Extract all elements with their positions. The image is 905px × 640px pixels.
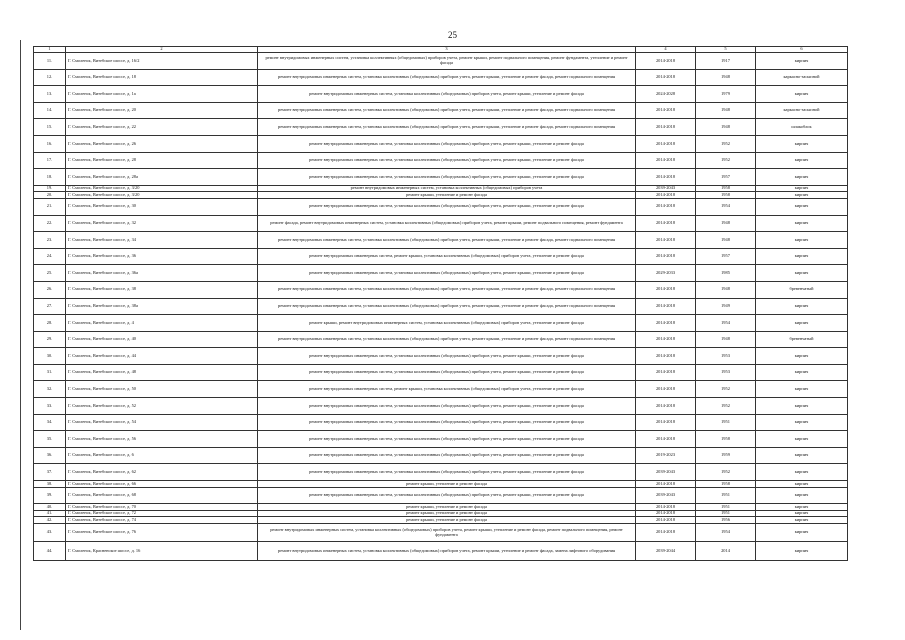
table-row [34,447,848,464]
wall-material-cell: кирпич [756,487,848,504]
address-cell: Г. Смоленск, Витебское шоссе, д. 26 [66,135,258,152]
period-cell: 2014-2018 [636,431,696,448]
period-cell: 2014-2018 [636,248,696,265]
table-row [34,86,848,103]
build-year-cell: 1954 [696,524,756,542]
row-number: 38. [34,481,66,488]
works-cell: ремонт внутридомовых инженерных систем, установка коллективных (общедомовых) приборов учета, ремонт крыши, утепление и ремонт фасада [258,265,636,282]
works-cell: ремонт внутридомовых инженерных систем, установка коллективных (общедомовых) приборов учета, ремонт крыши, ремонт подвального помещения, ремонт фундамента, утепление и ремонт фасада [258,53,636,70]
row-number: 32. [34,381,66,398]
period-cell: 2014-2018 [636,398,696,415]
table-row [34,481,848,488]
build-year-cell: 1958 [696,481,756,488]
period-cell: 2014-2018 [636,517,696,524]
table-row [34,135,848,152]
works-cell: ремонт внутридомовых инженерных систем, установка коллективных (общедомовых) приборов учета, ремонт крыши, утепление и ремонт фасада, ремонт подвального помещения [258,281,636,298]
wall-material-cell: кирпич [756,232,848,249]
table-row [34,348,848,365]
table-row [34,431,848,448]
works-cell: ремонт крыши, утепление и ремонт фасада [258,517,636,524]
period-cell: 2014-2018 [636,215,696,232]
works-cell: ремонт внутридомовых инженерных систем, установка коллективных (общедомовых) приборов учета, ремонт крыши, утепление и ремонт фасада [258,152,636,169]
build-year-cell: 1951 [696,504,756,511]
works-cell: ремонт внутридомовых инженерных систем, ремонт крыши, установка коллективных (общедомовых) приборов учета, утепление и ремонт фасада [258,381,636,398]
row-number: 16. [34,135,66,152]
build-year-cell: 1958 [696,192,756,199]
address-cell: Г. Смоленск, Витебское шоссе, д. 28 [66,152,258,169]
address-cell: Г. Смоленск, Витебское шоссе, д. 62 [66,464,258,481]
period-cell: 2014-2018 [636,381,696,398]
build-year-cell: 1954 [696,315,756,332]
build-year-cell: 1953 [696,364,756,381]
row-number: 24. [34,248,66,265]
build-year-cell: 1951 [696,414,756,431]
address-cell: Г. Смоленск, Витебское шоссе, д. 76 [66,524,258,542]
table-row [34,414,848,431]
wall-material-cell: кирпич [756,248,848,265]
works-cell: ремонт внутридомовых инженерных систем, установка коллективных (общедомовых) приборов учета, ремонт крыши, утепление и ремонт фасада, ремонт подвального помещения [258,331,636,348]
address-cell: Г. Смоленск, Витебское шоссе, д. 72 [66,510,258,517]
table-row [34,152,848,169]
table-row [34,464,848,481]
table-row [34,215,848,232]
address-cell: Г. Смоленск, Витебское шоссе, д. 52 [66,398,258,415]
address-cell: Г. Смоленск, Витебское шоссе, д. 28а [66,169,258,186]
row-number: 12. [34,69,66,86]
works-cell: ремонт внутридомовых инженерных систем, установка коллективных (общедомовых) приборов учета, ремонт крыши, утепление и ремонт фасада, ремонт подвального помещения [258,298,636,315]
address-cell: Г. Смоленск, Витебское шоссе, д. 30 [66,198,258,215]
wall-material-cell: кирпич [756,135,848,152]
period-cell: 2014-2018 [636,504,696,511]
build-year-cell: 2014 [696,542,756,560]
address-cell: Г. Смоленск, Витебское шоссе, д. 6 [66,447,258,464]
build-year-cell: 1948 [696,119,756,136]
wall-material-cell: кирпич [756,86,848,103]
build-year-cell: 1948 [696,69,756,86]
build-year-cell: 1948 [696,215,756,232]
build-year-cell: 1957 [696,169,756,186]
column-header: 2 [66,47,258,53]
address-cell: Г. Смоленск, Витебское шоссе, д. 22 [66,119,258,136]
table-body [34,53,848,561]
row-number: 36. [34,447,66,464]
period-cell: 2029-2033 [636,265,696,282]
build-year-cell: 1979 [696,86,756,103]
address-cell: Г. Смоленск, Витебское шоссе, д. 4 [66,315,258,332]
works-cell: ремонт крыши, утепление и ремонт фасада [258,510,636,517]
period-cell: 2014-2018 [636,510,696,517]
table-row [34,119,848,136]
build-year-cell: 1952 [696,135,756,152]
build-year-cell: 1948 [696,331,756,348]
period-cell: 2014-2018 [636,364,696,381]
address-cell: Г. Смоленск, Витебское шоссе, д. 38 [66,281,258,298]
wall-material-cell: каркасно-засыпной [756,102,848,119]
works-cell: ремонт внутридомовых инженерных систем, установка коллективных (общедомовых) приборов учета, ремонт крыши, утепление и ремонт фасада [258,135,636,152]
build-year-cell: 1952 [696,152,756,169]
wall-material-cell: кирпич [756,381,848,398]
row-number: 27. [34,298,66,315]
row-number: 19. [34,185,66,192]
address-cell: Г. Смоленск, Витебское шоссе, д. 50 [66,381,258,398]
wall-material-cell: кирпич [756,215,848,232]
build-year-cell: 1958 [696,431,756,448]
period-cell: 2039-2044 [636,542,696,560]
address-cell: Г. Смоленск, Витебское шоссе, д. 18 [66,69,258,86]
works-cell: ремонт фасада, ремонт внутридомовых инженерных систем, установка коллективных (общедомовых) приборов учета, ремонт крыши, ремонт подвального помещения, ремонт фундамента [258,215,636,232]
table-row [34,524,848,542]
table-row [34,364,848,381]
works-cell: ремонт внутридомовых инженерных систем, установка коллективных (общедомовых) приборов учета, ремонт крыши, утепление и ремонт фасада [258,364,636,381]
table-row [34,510,848,517]
wall-material-cell: бревенчатый [756,281,848,298]
period-cell: 2014-2018 [636,315,696,332]
table-row [34,504,848,511]
repair-schedule-table [33,46,848,561]
wall-material-cell: кирпич [756,315,848,332]
build-year-cell: 1948 [696,281,756,298]
table-row [34,542,848,560]
period-cell: 2014-2018 [636,481,696,488]
page-number: 25 [448,30,457,40]
wall-material-cell: каркасно-засыпной [756,69,848,86]
address-cell: Г. Смоленск, Витебское шоссе, д. 3/20 [66,185,258,192]
works-cell: ремонт внутридомовых инженерных систем, установка коллективных (общедомовых) приборов учета, ремонт крыши, утепление и ремонт фасада, ремонт подвального помещения [258,69,636,86]
build-year-cell: 1948 [696,102,756,119]
row-number: 23. [34,232,66,249]
table-row [34,102,848,119]
period-cell: 2014-2018 [636,298,696,315]
wall-material-cell: кирпич [756,169,848,186]
period-cell: 2014-2018 [636,414,696,431]
period-cell: 2019-2023 [636,447,696,464]
period-cell: 2014-2018 [636,152,696,169]
wall-material-cell: кирпич [756,517,848,524]
address-cell: Г. Смоленск, Витебское шоссе, д. 68 [66,487,258,504]
works-cell: ремонт внутридомовых инженерных систем, установка коллективных (общедомовых) приборов учета, ремонт крыши, утепление и ремонт фасада [258,398,636,415]
period-cell: 2014-2018 [636,331,696,348]
works-cell: ремонт крыши, утепление и ремонт фасада [258,481,636,488]
build-year-cell: 1953 [696,348,756,365]
column-header: 4 [636,47,696,53]
works-cell: ремонт крыши, утепление и ремонт фасада [258,192,636,199]
column-header: 5 [696,47,756,53]
row-number: 22. [34,215,66,232]
address-cell: Г. Смоленск, Витебское шоссе, д. 3/20 [66,192,258,199]
address-cell: Г. Смоленск, Витебское шоссе, д. 36 [66,248,258,265]
address-cell: Г. Смоленск, Витебское шоссе, д. 56 [66,431,258,448]
row-number: 42. [34,517,66,524]
build-year-cell: 1951 [696,487,756,504]
period-cell: 2039-2043 [636,487,696,504]
build-year-cell: 1985 [696,265,756,282]
works-cell: ремонт внутридомовых инженерных систем, установка коллективных (общедомовых) приборов учета, ремонт крыши, утепление и ремонт фасада, ремонт подвального помещения, ремонт фундамента [258,524,636,542]
works-cell: ремонт внутридомовых инженерных систем, ремонт крыши, установка коллективных (общедомовых) приборов учета, утепление и ремонт фасада [258,248,636,265]
wall-material-cell: кирпич [756,447,848,464]
period-cell: 2014-2018 [636,169,696,186]
wall-material-cell: кирпич [756,414,848,431]
table-row [34,185,848,192]
table-row [34,53,848,70]
row-number: 31. [34,364,66,381]
column-header: 6 [756,47,848,53]
build-year-cell: 1949 [696,298,756,315]
address-cell: Г. Смоленск, Витебское шоссе, д. 32 [66,215,258,232]
row-number: 30. [34,348,66,365]
table-row [34,192,848,199]
table-row [34,487,848,504]
period-cell: 2014-2018 [636,524,696,542]
address-cell: Г. Смоленск, Витебское шоссе, д. 48 [66,364,258,381]
address-cell: Г. Смоленск, Витебское шоссе, д. 40 [66,331,258,348]
table-row [34,381,848,398]
period-cell: 2014-2018 [636,281,696,298]
row-number: 41. [34,510,66,517]
period-cell: 2014-2018 [636,119,696,136]
table-row [34,169,848,186]
row-number: 25. [34,265,66,282]
period-cell: 2014-2018 [636,232,696,249]
works-cell: ремонт внутридомовых инженерных систем, установка коллективных (общедомовых) приборов учета [258,185,636,192]
period-cell: 2014-2018 [636,198,696,215]
wall-material-cell: кирпич [756,398,848,415]
row-number: 44. [34,542,66,560]
works-cell: ремонт внутридомовых инженерных систем, установка коллективных (общедомовых) приборов учета, ремонт крыши, утепление и ремонт фасада [258,447,636,464]
build-year-cell: 1951 [696,510,756,517]
table-row [34,398,848,415]
row-number: 37. [34,464,66,481]
wall-material-cell: бревенчатый [756,331,848,348]
wall-material-cell: кирпич [756,198,848,215]
table-row [34,198,848,215]
wall-material-cell: кирпич [756,481,848,488]
period-cell: 2014-2018 [636,102,696,119]
column-header: 3 [258,47,636,53]
period-cell: 2014-2018 [636,69,696,86]
table-row [34,69,848,86]
build-year-cell: 1957 [696,248,756,265]
wall-material-cell: кирпич [756,53,848,70]
address-cell: Г. Смоленск, Витебское шоссе, д. 1а [66,86,258,103]
works-cell: ремонт крыши, ремонт внутридомовых инженерных систем, установка коллективных (общедомовых) приборов учета, утепление и ремонт фасада [258,315,636,332]
table-row [34,298,848,315]
build-year-cell: 1956 [696,517,756,524]
period-cell: 2014-2018 [636,53,696,70]
build-year-cell: 1952 [696,464,756,481]
wall-material-cell: кирпич [756,265,848,282]
build-year-cell: 1952 [696,398,756,415]
row-number: 14. [34,102,66,119]
wall-material-cell: кирпич [756,298,848,315]
works-cell: ремонт внутридомовых инженерных систем, установка коллективных (общедомовых) приборов учета, ремонт крыши, утепление и ремонт фасада [258,169,636,186]
address-cell: Г. Смоленск, Витебское шоссе, д. 70 [66,504,258,511]
address-cell: Г. Смоленск, Красненское шоссе, д. 16 [66,542,258,560]
wall-material-cell: кирпич [756,348,848,365]
period-cell: 2014-2018 [636,348,696,365]
works-cell: ремонт внутридомовых инженерных систем, установка коллективных (общедомовых) приборов учета, ремонт крыши, утепление и ремонт фасада [258,464,636,481]
works-cell: ремонт крыши, утепление и ремонт фасада [258,504,636,511]
works-cell: ремонт внутридомовых инженерных систем, установка коллективных (общедомовых) приборов учета, ремонт крыши, утепление и ремонт фасада, ремонт подвального помещения [258,119,636,136]
wall-material-cell: кирпич [756,431,848,448]
row-number: 43. [34,524,66,542]
table-row [34,281,848,298]
build-year-cell: 1952 [696,381,756,398]
build-year-cell: 1954 [696,198,756,215]
address-cell: Г. Смоленск, Витебское шоссе, д. 66 [66,481,258,488]
wall-material-cell: шлакоблок [756,119,848,136]
wall-material-cell: кирпич [756,152,848,169]
wall-material-cell: кирпич [756,510,848,517]
period-cell: 2014-2018 [636,192,696,199]
row-number: 18. [34,169,66,186]
row-number: 35. [34,431,66,448]
build-year-cell: 1959 [696,447,756,464]
build-year-cell: 1917 [696,53,756,70]
works-cell: ремонт внутридомовых инженерных систем, установка коллективных (общедомовых) приборов учета, ремонт крыши, утепление и ремонт фасада [258,86,636,103]
address-cell: Г. Смоленск, Витебское шоссе, д. 16/2 [66,53,258,70]
row-number: 11. [34,53,66,70]
wall-material-cell: кирпич [756,542,848,560]
row-number: 40. [34,504,66,511]
address-cell: Г. Смоленск, Витебское шоссе, д. 38а [66,298,258,315]
works-cell: ремонт внутридомовых инженерных систем, установка коллективных (общедомовых) приборов учета, ремонт крыши, утепление и ремонт фасада [258,198,636,215]
period-cell: 2039-2043 [636,185,696,192]
left-margin-rule [20,40,21,630]
works-cell: ремонт внутридомовых инженерных систем, установка коллективных (общедомовых) приборов учета, ремонт крыши, утепление и ремонт фасада [258,348,636,365]
row-number: 29. [34,331,66,348]
wall-material-cell: кирпич [756,464,848,481]
address-cell: Г. Смоленск, Витебское шоссе, д. 20 [66,102,258,119]
period-cell: 2024-2028 [636,86,696,103]
table-row [34,315,848,332]
row-number: 39. [34,487,66,504]
row-number: 34. [34,414,66,431]
period-cell: 2014-2018 [636,135,696,152]
row-number: 17. [34,152,66,169]
row-number: 21. [34,198,66,215]
address-cell: Г. Смоленск, Витебское шоссе, д. 74 [66,517,258,524]
row-number: 13. [34,86,66,103]
build-year-cell: 1948 [696,232,756,249]
table-row [34,265,848,282]
wall-material-cell: кирпич [756,185,848,192]
works-cell: ремонт внутридомовых инженерных систем, установка коллективных (общедомовых) приборов учета, ремонт крыши, утепление и ремонт фасада [258,431,636,448]
works-cell: ремонт внутридомовых инженерных систем, установка коллективных (общедомовых) приборов учета, ремонт крыши, утепление и ремонт фасада, ремонт подвального помещения [258,232,636,249]
wall-material-cell: кирпич [756,364,848,381]
period-cell: 2039-2043 [636,464,696,481]
table-row [34,248,848,265]
row-number: 28. [34,315,66,332]
row-number: 15. [34,119,66,136]
build-year-cell: 1958 [696,185,756,192]
address-cell: Г. Смоленск, Витебское шоссе, д. 34 [66,232,258,249]
works-cell: ремонт внутридомовых инженерных систем, установка коллективных (общедомовых) приборов учета, ремонт крыши, утепление и ремонт фасада, ремонт подвального помещения [258,102,636,119]
row-number: 33. [34,398,66,415]
works-cell: ремонт внутридомовых инженерных систем, установка коллективных (общедомовых) приборов учета, ремонт крыши, утепление и ремонт фасада, замена лифтового оборудования [258,542,636,560]
column-header: 1 [34,47,66,53]
wall-material-cell: кирпич [756,192,848,199]
address-cell: Г. Смоленск, Витебское шоссе, д. 44 [66,348,258,365]
table-row [34,232,848,249]
table-row [34,517,848,524]
table-row [34,331,848,348]
works-cell: ремонт внутридомовых инженерных систем, установка коллективных (общедомовых) приборов учета, ремонт крыши, утепление и ремонт фасада [258,487,636,504]
address-cell: Г. Смоленск, Витебское шоссе, д. 36а [66,265,258,282]
works-cell: ремонт внутридомовых инженерных систем, установка коллективных (общедомовых) приборов учета, ремонт крыши, утепление и ремонт фасада [258,414,636,431]
wall-material-cell: кирпич [756,524,848,542]
row-number: 20. [34,192,66,199]
wall-material-cell: кирпич [756,504,848,511]
address-cell: Г. Смоленск, Витебское шоссе, д. 54 [66,414,258,431]
row-number: 26. [34,281,66,298]
